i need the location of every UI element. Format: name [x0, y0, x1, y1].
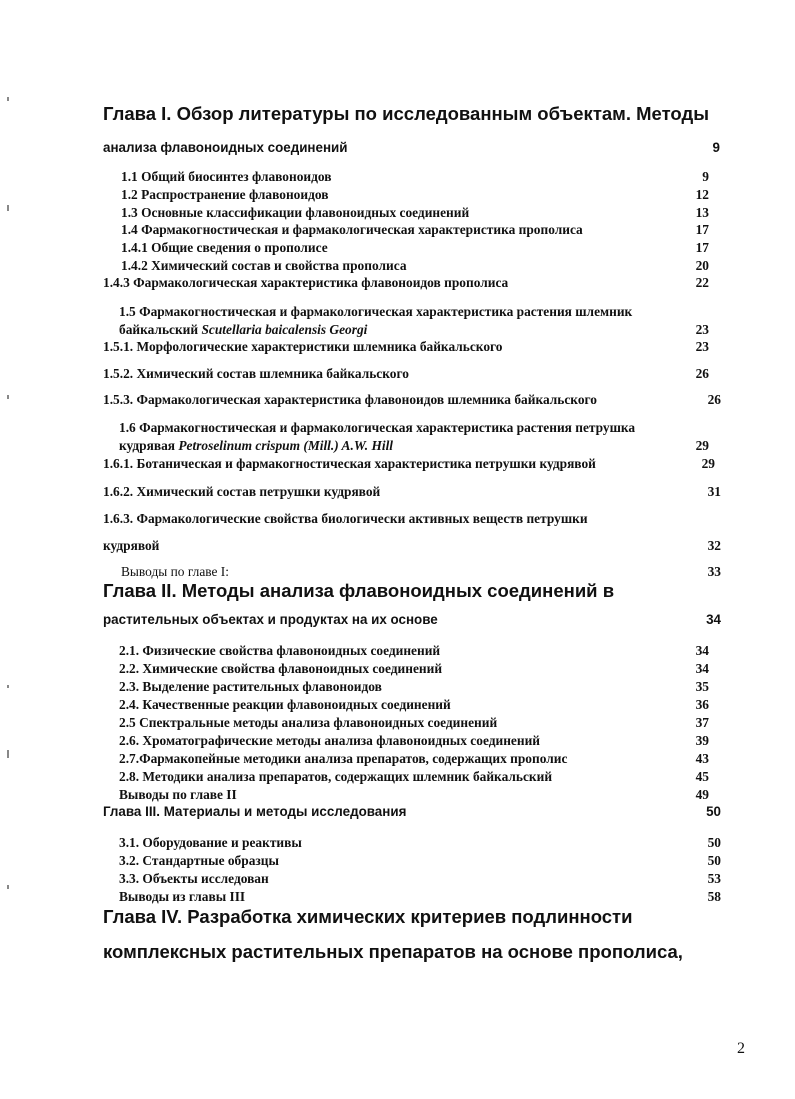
toc-entry-label: 1.4.1 Общие сведения о прополисе	[121, 240, 328, 255]
toc-entry-page: 20	[695, 258, 709, 273]
scan-speck	[7, 885, 9, 889]
toc-entry-label: 2.4. Качественные реакции флавоноидных соединений	[119, 697, 451, 712]
toc-entry-label: 1.5.3. Фармакологическая характеристика флавоноидов шлемника байкальского	[103, 392, 597, 407]
toc-entry-label: 1.1 Общий биосинтез флавоноидов	[121, 169, 332, 184]
toc-entry-page: 49	[695, 787, 709, 802]
toc-entry-1-6-line2[interactable]	[119, 437, 709, 454]
toc-entry-page: 17	[695, 240, 709, 255]
toc-entry-page: 34	[695, 661, 709, 676]
toc-entry-page: 12	[695, 187, 709, 202]
toc-entry-label: 1.5.2. Химический состав шлемника байкальского	[103, 366, 409, 381]
scan-speck	[7, 685, 9, 688]
toc-entry-label-italic: Petroselinum crispum (Mill.) A.W. Hill	[178, 438, 394, 453]
toc-entry-2-5[interactable]	[119, 714, 709, 731]
toc-entry-1-5-line2[interactable]	[119, 321, 709, 338]
toc-entry-page: 23	[695, 322, 709, 337]
toc-entry-3-1[interactable]	[119, 834, 721, 851]
chapter-4-title-line1: Глава IV. Разработка химических критериев подлинности	[103, 906, 633, 927]
scan-speck	[7, 205, 9, 211]
toc-entry-1-6-3-line1[interactable]: 1.6.3. Фармакологические свойства биологически активных веществ петрушки	[103, 511, 588, 526]
toc-entry-page: 31	[707, 484, 721, 499]
toc-entry-1-4-2[interactable]	[121, 257, 709, 274]
chapter-1-title-line2	[103, 139, 720, 156]
toc-entry-label: 1.3 Основные классификации флавоноидных соединений	[121, 205, 470, 220]
toc-entry-page: 58	[707, 889, 721, 904]
toc-entry-label: 2.1. Физические свойства флавоноидных соединений	[119, 643, 441, 658]
toc-entry-page: 53	[707, 871, 721, 886]
chapter-2-title-line2	[103, 611, 721, 628]
chapter-2-title-line1: Глава II. Методы анализа флавоноидных соединений в	[103, 580, 615, 601]
toc-entry-label: 2.3. Выделение растительных флавоноидов	[119, 679, 382, 694]
toc-entry-page: 36	[695, 697, 709, 712]
toc-entry-page: 50	[707, 853, 721, 868]
toc-entry-page: 26	[707, 392, 721, 407]
chapter-1-title-text: анализа флавоноидных соединений	[103, 140, 348, 155]
chapter-2-page: 34	[706, 612, 721, 627]
toc-entry-page: 34	[695, 643, 709, 658]
toc-entry-page: 22	[695, 275, 709, 290]
scan-speck	[7, 750, 9, 758]
toc-entry-label: Выводы по главе II	[119, 787, 237, 802]
toc-entry-label: 1.4 Фармакогностическая и фармакологическая характеристика прополиса	[121, 222, 583, 237]
toc-entry-page: 29	[695, 438, 709, 453]
chapter-3-page: 50	[706, 804, 721, 819]
toc-entry-label-plain: байкальский	[119, 322, 202, 337]
toc-entry-summary-3[interactable]	[119, 888, 721, 905]
toc-entry-page: 37	[695, 715, 709, 730]
toc-entry-1-6-2[interactable]	[103, 483, 721, 500]
toc-entry-1-5-2[interactable]	[103, 365, 709, 382]
toc-entry-2-3[interactable]	[119, 678, 709, 695]
toc-entry-label	[119, 437, 393, 454]
toc-entry-page: 26	[695, 366, 709, 381]
toc-entry-2-7[interactable]	[119, 750, 709, 767]
toc-entry-label	[119, 321, 367, 338]
toc-entry-label: 2.6. Хроматографические методы анализа флавоноидных соединений	[119, 733, 541, 748]
toc-entry-2-8[interactable]	[119, 768, 709, 785]
scan-speck	[7, 97, 9, 101]
toc-entry-2-1[interactable]	[119, 642, 709, 659]
toc-entry-1-3[interactable]	[121, 204, 709, 221]
toc-entry-label: 3.2. Стандартные образцы	[119, 853, 279, 868]
toc-entry-label: 1.6.2. Химический состав петрушки кудрявой	[103, 484, 381, 499]
chapter-3-title	[103, 803, 721, 820]
toc-entry-label-plain: кудрявая	[119, 438, 179, 453]
toc-entry-2-4[interactable]	[119, 696, 709, 713]
toc-entry-1-6-line1[interactable]: 1.6 Фармакогностическая и фармакологическая характеристика растения петрушка	[119, 420, 636, 435]
toc-entry-label: 1.6.1. Ботаническая и фармакогностическая характеристика петрушки кудрявой	[103, 456, 596, 471]
toc-entry-label: кудрявой	[103, 538, 160, 553]
toc-entry-page: 45	[695, 769, 709, 784]
toc-entry-1-4-3[interactable]	[103, 274, 709, 291]
toc-entry-page: 9	[702, 169, 709, 184]
chapter-1-title-line1: Глава I. Обзор литературы по исследованным объектам. Методы	[103, 103, 710, 124]
chapter-4-title-line2: комплексных растительных препаратов на основе прополиса,	[103, 941, 683, 962]
toc-entry-label: 1.5.1. Морфологические характеристики шлемника байкальского	[103, 339, 503, 354]
toc-entry-label: 1.4.3 Фармакологическая характеристика флавоноидов прополиса	[103, 275, 509, 290]
toc-entry-2-2[interactable]	[119, 660, 709, 677]
toc-entry-page: 23	[695, 339, 709, 354]
toc-entry-1-5-line1[interactable]: 1.5 Фармакогностическая и фармакологическая характеристика растения шлемник	[119, 304, 633, 319]
toc-entry-label: 3.1. Оборудование и реактивы	[119, 835, 302, 850]
toc-entry-1-4-1[interactable]	[121, 239, 709, 256]
toc-entry-page: 35	[695, 679, 709, 694]
toc-entry-page: 32	[707, 538, 721, 553]
toc-entry-label: 1.2 Распространение флавоноидов	[121, 187, 329, 202]
toc-entry-3-3[interactable]	[119, 870, 721, 887]
toc-entry-label: Выводы по главе I:	[121, 564, 229, 579]
chapter-1-page: 9	[712, 140, 720, 155]
toc-entry-summary-1[interactable]	[121, 563, 721, 580]
toc-entry-2-6[interactable]	[119, 732, 709, 749]
toc-entry-page: 39	[695, 733, 709, 748]
toc-entry-page: 33	[707, 564, 721, 579]
page-number: 2	[737, 1040, 745, 1057]
toc-entry-label: 2.7.Фармакопейные методики анализа препаратов, содержащих прополис	[119, 751, 568, 766]
toc-entry-1-6-1[interactable]	[103, 455, 715, 472]
toc-entry-page: 43	[695, 751, 709, 766]
toc-entry-label: 3.3. Объекты исследован	[119, 871, 269, 886]
toc-entry-label: 2.5 Спектральные методы анализа флавоноидных соединений	[119, 715, 498, 730]
chapter-3-title-text: Глава III. Материалы и методы исследования	[103, 804, 407, 819]
toc-entry-1-5-1[interactable]	[103, 338, 709, 355]
toc-entry-1-1[interactable]	[121, 168, 709, 185]
toc-entry-label: 2.2. Химические свойства флавоноидных соединений	[119, 661, 443, 676]
toc-entry-page: 29	[701, 456, 715, 471]
toc-entry-summary-2[interactable]	[119, 786, 709, 803]
toc-entry-page: 50	[707, 835, 721, 850]
toc-entry-1-5-3[interactable]	[103, 391, 721, 408]
toc-entry-1-6-3-line2[interactable]	[103, 537, 721, 554]
toc-entry-label: 2.8. Методики анализа препаратов, содержащих шлемник байкальский	[119, 769, 553, 784]
chapter-2-title-text: растительных объектах и продуктах на их основе	[103, 612, 438, 627]
toc-entry-3-2[interactable]	[119, 852, 721, 869]
scan-speck	[7, 395, 9, 399]
toc-entry-1-2[interactable]	[121, 186, 709, 203]
toc-entry-label: 1.4.2 Химический состав и свойства прополиса	[121, 258, 407, 273]
toc-entry-label: Выводы из главы III	[119, 889, 246, 904]
toc-entry-1-4[interactable]	[121, 221, 709, 238]
toc-entry-page: 13	[695, 205, 709, 220]
toc-entry-label-italic: Scutellaria baicalensis Georgi	[201, 322, 368, 337]
toc-entry-page: 17	[695, 222, 709, 237]
